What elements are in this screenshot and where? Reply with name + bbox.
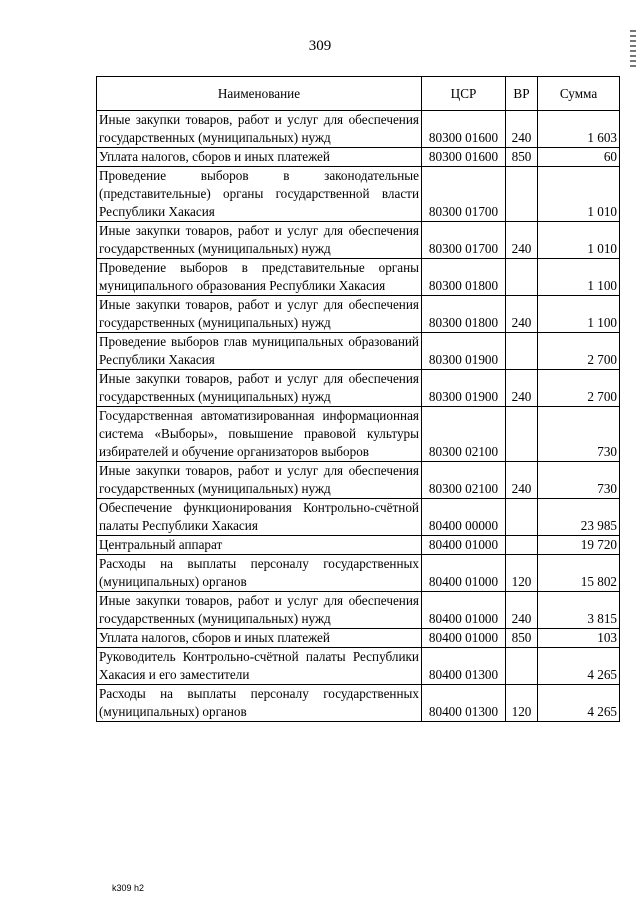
row-csr: 80400 01000	[422, 629, 506, 648]
row-csr: 80300 01800	[422, 296, 506, 333]
row-vr: 850	[506, 148, 538, 167]
row-sum: 1 010	[538, 222, 620, 259]
row-vr: 240	[506, 222, 538, 259]
header-csr: ЦСР	[422, 77, 506, 111]
row-name: Центральный аппарат	[97, 536, 422, 555]
table-row	[97, 685, 620, 722]
row-csr: 80300 01900	[422, 333, 506, 370]
row-vr: 240	[506, 111, 538, 148]
row-name: Проведение выборов в законодательные (представительные) органы государственной власти Республики Хакасия	[97, 167, 422, 222]
row-name: Иные закупки товаров, работ и услуг для обеспечения государственных (муниципальных) нужд	[97, 592, 422, 629]
table-row	[97, 296, 620, 333]
row-vr	[506, 648, 538, 685]
table-row	[97, 648, 620, 685]
table-row	[97, 407, 620, 462]
row-name: Иные закупки товаров, работ и услуг для обеспечения государственных (муниципальных) нужд	[97, 370, 422, 407]
row-name: Руководитель Контрольно-счётной палаты Республики Хакасия и его заместители	[97, 648, 422, 685]
row-vr	[506, 499, 538, 536]
table-row	[97, 333, 620, 370]
row-sum: 19 720	[538, 536, 620, 555]
margin-scan-mark	[630, 30, 636, 68]
row-vr: 120	[506, 685, 538, 722]
table-row	[97, 592, 620, 629]
page-number: 309	[308, 38, 332, 54]
row-csr: 80300 01900	[422, 370, 506, 407]
table-row	[97, 222, 620, 259]
table-row	[97, 111, 620, 148]
row-name: Расходы на выплаты персоналу государственных (муниципальных) органов	[97, 685, 422, 722]
row-csr: 80300 01700	[422, 222, 506, 259]
row-vr	[506, 536, 538, 555]
row-vr	[506, 407, 538, 462]
row-csr: 80400 00000	[422, 499, 506, 536]
row-csr: 80300 02100	[422, 462, 506, 499]
row-sum: 2 700	[538, 370, 620, 407]
table-row	[97, 555, 620, 592]
row-vr	[506, 333, 538, 370]
row-name: Иные закупки товаров, работ и услуг для обеспечения государственных (муниципальных) нужд	[97, 111, 422, 148]
table-row	[97, 148, 620, 167]
budget-table	[96, 76, 620, 722]
row-sum: 15 802	[538, 555, 620, 592]
row-vr: 240	[506, 592, 538, 629]
row-sum: 4 265	[538, 685, 620, 722]
row-name: Расходы на выплаты персоналу государственных (муниципальных) органов	[97, 555, 422, 592]
table-row	[97, 259, 620, 296]
row-name: Иные закупки товаров, работ и услуг для обеспечения государственных (муниципальных) нужд	[97, 296, 422, 333]
row-csr: 80400 01000	[422, 555, 506, 592]
row-sum: 1 603	[538, 111, 620, 148]
row-sum: 4 265	[538, 648, 620, 685]
header-sum: Сумма	[538, 77, 620, 111]
row-sum: 730	[538, 462, 620, 499]
row-name: Иные закупки товаров, работ и услуг для обеспечения государственных (муниципальных) нужд	[97, 222, 422, 259]
row-vr: 240	[506, 296, 538, 333]
row-sum: 3 815	[538, 592, 620, 629]
table-row	[97, 536, 620, 555]
row-sum: 2 700	[538, 333, 620, 370]
table-header-row	[97, 77, 620, 111]
table-row	[97, 499, 620, 536]
row-csr: 80400 01000	[422, 536, 506, 555]
row-sum: 1 100	[538, 296, 620, 333]
table-row	[97, 370, 620, 407]
row-sum: 1 100	[538, 259, 620, 296]
row-name: Уплата налогов, сборов и иных платежей	[97, 629, 422, 648]
row-sum: 730	[538, 407, 620, 462]
table-row	[97, 629, 620, 648]
row-csr: 80300 01600	[422, 148, 506, 167]
row-name: Уплата налогов, сборов и иных платежей	[97, 148, 422, 167]
row-vr: 120	[506, 555, 538, 592]
header-vr: ВР	[506, 77, 538, 111]
row-sum: 23 985	[538, 499, 620, 536]
row-vr: 850	[506, 629, 538, 648]
row-csr: 80300 01700	[422, 167, 506, 222]
row-vr: 240	[506, 462, 538, 499]
row-vr	[506, 167, 538, 222]
row-name: Государственная автоматизированная информационная система «Выборы», повышение правовой культуры избирателей и обучение организаторов выборов	[97, 407, 422, 462]
row-name: Иные закупки товаров, работ и услуг для обеспечения государственных (муниципальных) нужд	[97, 462, 422, 499]
row-vr	[506, 259, 538, 296]
header-name: Наименование	[97, 77, 422, 111]
footer-document-code: k309 h2	[112, 883, 145, 893]
row-name: Проведение выборов глав муниципальных образований Республики Хакасия	[97, 333, 422, 370]
table-row	[97, 167, 620, 222]
row-vr: 240	[506, 370, 538, 407]
row-sum: 60	[538, 148, 620, 167]
row-csr: 80400 01300	[422, 648, 506, 685]
table-row	[97, 462, 620, 499]
row-csr: 80300 01800	[422, 259, 506, 296]
row-csr: 80400 01300	[422, 685, 506, 722]
row-sum: 103	[538, 629, 620, 648]
row-csr: 80400 01000	[422, 592, 506, 629]
row-name: Обеспечение функционирования Контрольно-счётной палаты Республики Хакасия	[97, 499, 422, 536]
row-csr: 80300 02100	[422, 407, 506, 462]
row-csr: 80300 01600	[422, 111, 506, 148]
row-name: Проведение выборов в представительные органы муниципального образования Республики Хакасия	[97, 259, 422, 296]
row-sum: 1 010	[538, 167, 620, 222]
